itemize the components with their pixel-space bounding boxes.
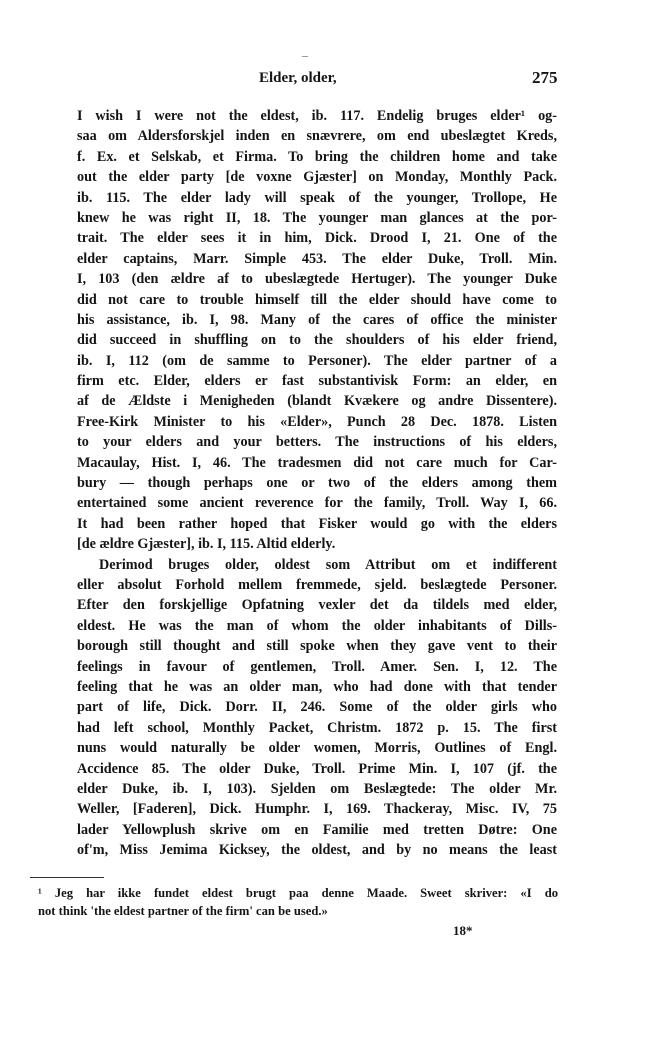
text-line: Macaulay, Hist. I, 46. The tradesmen did not care much for Car-: [77, 454, 557, 471]
text-line: saa om Aldersforskjel inden en snævrere, om end ubeslægtet Kreds,: [77, 128, 557, 145]
signature-mark: 18*: [453, 923, 473, 938]
text-line: to your elders and your betters. The instructions of his elders,: [77, 434, 557, 451]
text-line: bury — though perhaps one or two of the elders among them: [77, 475, 557, 492]
running-title: Elder, older,: [259, 70, 337, 86]
footnote-line: ¹ Jeg har ikke fundet eldest brugt paa denne Maade. Sweet skriver: «I do: [38, 886, 558, 900]
page-number: 275: [532, 68, 558, 87]
text-line: eller absolut Forhold mellem fremmede, sjeld. beslægtede Personer.: [77, 576, 557, 593]
text-line: did not care to trouble himself till the elder should have come to: [77, 291, 557, 308]
text-line: elder captains, Marr. Simple 453. The elder Duke, Troll. Min.: [77, 250, 557, 267]
running-header: [0, 70, 648, 90]
body-text: [77, 106, 557, 860]
text-line: borough still thought and still spoke when they gave vent to their: [77, 638, 557, 655]
text-line: I, 103 (den ældre af to ubeslægtede Hertuger). The younger Duke: [77, 271, 557, 288]
text-line: out the elder party [de voxne Gjæster] on Monday, Monthly Pack.: [77, 169, 557, 186]
footnote: [38, 884, 558, 920]
text-line: Weller, [Faderen], Dick. Humphr. I, 169. Thackeray, Misc. IV, 75: [77, 801, 557, 818]
text-line: f. Ex. et Selskab, et Firma. To bring the children home and take: [77, 148, 557, 165]
text-line: had left school, Monthly Packet, Christm. 1872 p. 15. The first: [77, 719, 557, 736]
text-line: Free-Kirk Minister to his «Elder», Punch 28 Dec. 1878. Listen: [77, 413, 557, 430]
text-line: part of life, Dick. Dorr. II, 246. Some of the older girls who: [77, 699, 557, 716]
text-line: ib. 115. The elder lady will speak of the younger, Trollope, He: [77, 189, 557, 206]
text-line: his assistance, ib. I, 98. Many of the cares of office the minister: [77, 311, 557, 328]
stray-dash: –: [302, 48, 308, 62]
text-line: I wish I were not the eldest, ib. 117. Endelig bruges elder¹ og-: [77, 108, 557, 124]
text-line: It had been rather hoped that Fisker would go with the elders: [77, 515, 557, 532]
text-line: elder Duke, ib. I, 103). Sjelden om Beslægtede: The older Mr.: [77, 780, 557, 797]
text-line: Efter den forskjellige Opfatning vexler det da tildels med elder,: [77, 597, 557, 614]
text-line: eldest. He was the man of whom the older inhabitants of Dills-: [77, 617, 557, 634]
text-line: feeling that he was an older man, who had done with that tender: [77, 678, 557, 695]
text-line: ib. I, 112 (om de samme to Personer). The elder partner of a: [77, 352, 557, 369]
text-line: Derimod bruges older, oldest som Attribut om et indifferent: [99, 556, 557, 573]
text-line: firm etc. Elder, elders er fast substantivisk Form: an elder, en: [77, 373, 557, 390]
text-line: of'm, Miss Jemima Kicksey, the oldest, and by no means the least: [77, 842, 557, 859]
text-line: entertained some ancient reverence for the family, Troll. Way I, 66.: [77, 495, 557, 512]
text-line: feelings in favour of gentlemen, Troll. Amer. Sen. I, 12. The: [77, 658, 557, 675]
text-line: [de ældre Gjæster], ib. I, 115. Altid elderly.: [77, 536, 336, 553]
text-line: Accidence 85. The older Duke, Troll. Prime Min. I, 107 (jf. the: [77, 760, 557, 777]
text-line: nuns would naturally be older women, Morris, Outlines of Engl.: [77, 740, 557, 757]
text-line: did succeed in shuffling on to the shoulders of his elder friend,: [77, 332, 557, 349]
footnote-line: not think 'the eldest partner of the firm' can be used.»: [38, 904, 328, 918]
text-line: trait. The elder sees it in him, Dick. Drood I, 21. One of the: [77, 230, 557, 247]
text-line: lader Yellowplush skrive om en Familie med tretten Døtre: One: [77, 821, 557, 838]
text-line: af de Ældste i Menigheden (blandt Kvækere og andre Dissentere).: [77, 393, 557, 410]
footnote-rule: [30, 877, 104, 878]
text-line: knew he was right II, 18. The younger man glances at the por-: [77, 209, 557, 226]
